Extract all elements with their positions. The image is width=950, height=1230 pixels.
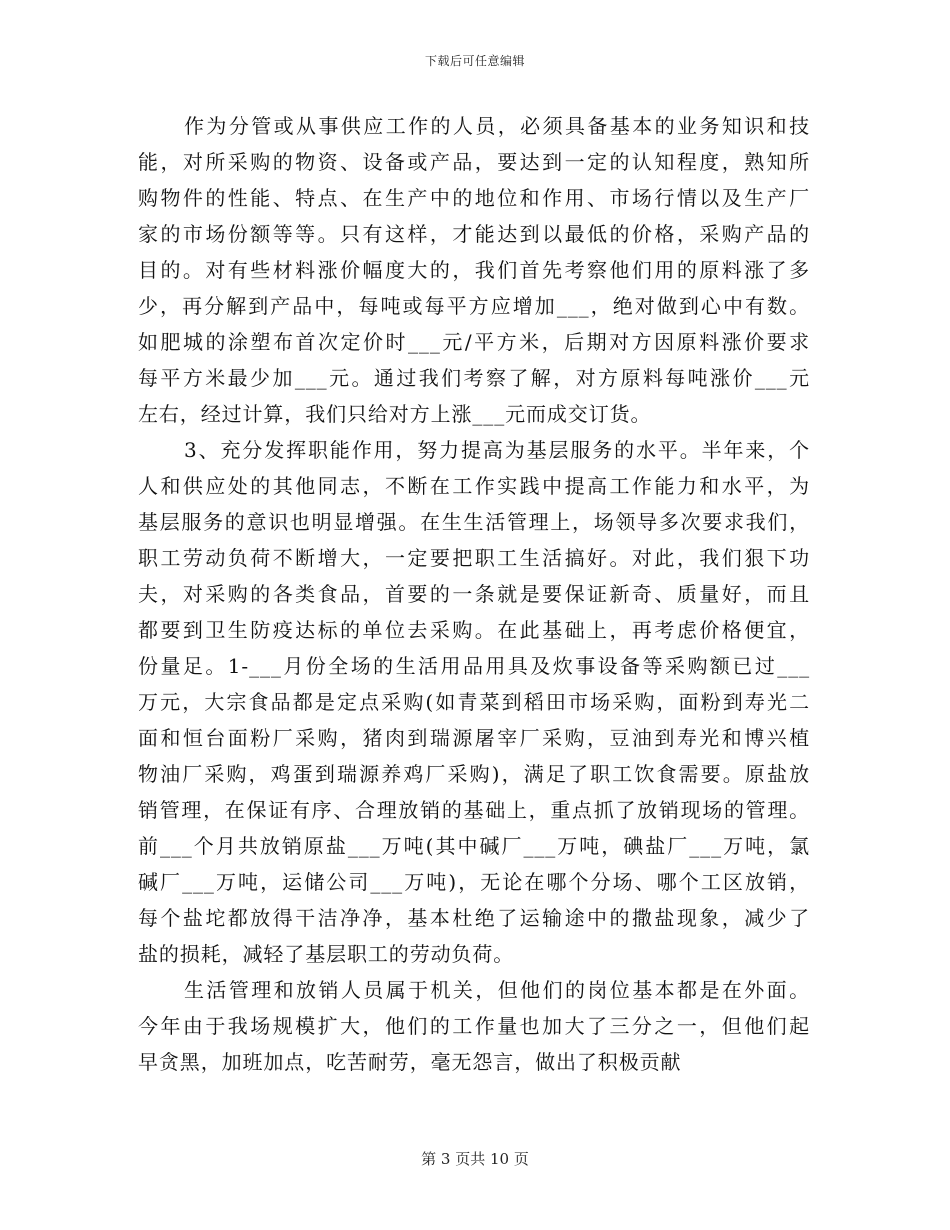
text-line: 碱厂___万吨，运储公司___万吨)，无论在哪个分场、哪个工区放销， [138,870,810,894]
text-line: 每平方米最少加___元。通过我们考察了解，对方原料每吨涨价___元 [138,366,810,390]
text-line: 目的。对有些材料涨价幅度大的，我们首先考察他们用的原料涨了多 [138,258,810,282]
document-body [138,108,810,1080]
text-line: 今年由于我场规模扩大，他们的工作量也加大了三分之一，但他们起 [138,1014,810,1038]
paragraph-3 [138,972,810,1080]
text-line: 少，再分解到产品中，每吨或每平方应增加___，绝对做到心中有数。 [138,294,810,318]
text-line: 每个盐坨都放得干洁净净，基本杜绝了运输途中的撒盐现象，减少了 [138,906,810,930]
text-line: 销管理，在保证有序、合理放销的基础上，重点抓了放销现场的管理。 [138,798,810,822]
page-number-footer: 第 3 页共 10 页 [421,1150,529,1168]
paragraph-1 [138,108,810,432]
text-line: 能，对所采购的物资、设备或产品，要达到一定的认知程度，熟知所 [138,150,810,174]
text-line: 左右，经过计算，我们只给对方上涨___元而成交订货。 [138,402,652,426]
text-line: 职工劳动负荷不断增大，一定要把职工生活搞好。对此，我们狠下功 [138,546,810,570]
text-line: 人和供应处的其他同志，不断在工作实践中提高工作能力和水平，为 [138,474,810,498]
text-line: 基层服务的意识也明显增强。在生生活管理上，场领导多次要求我们， [138,510,810,534]
text-line: 购物件的性能、特点、在生产中的地位和作用、市场行情以及生产厂 [138,186,810,210]
text-line: 作为分管或从事供应工作的人员，必须具备基本的业务知识和技 [184,114,810,138]
text-line: 3、充分发挥职能作用，努力提高为基层服务的水平。半年来，个 [184,438,810,462]
text-line: 都要到卫生防疫达标的单位去采购。在此基础上，再考虑价格便宜， [138,618,810,642]
text-line: 万元，大宗食品都是定点采购(如青菜到稻田市场采购，面粉到寿光二 [138,690,810,714]
text-line: 物油厂采购，鸡蛋到瑞源养鸡厂采购)，满足了职工饮食需要。原盐放 [138,762,810,786]
text-line: 前___个月共放销原盐___万吨(其中碱厂___万吨，碘盐厂___万吨，氯 [138,834,810,858]
text-line: 夫，对采购的各类食品，首要的一条就是要保证新奇、质量好，而且 [138,582,810,606]
text-line: 份量足。1-___月份全场的生活用品用具及炊事设备等采购额已过___ [138,654,810,678]
page-header-note: 下载后可任意编辑 [424,54,525,68]
text-line: 面和恒台面粉厂采购，猪肉到瑞源屠宰厂采购，豆油到寿光和博兴植 [138,726,810,750]
text-line: 如肥城的涂塑布首次定价时___元/平方米，后期对方因原料涨价要求 [138,330,810,354]
text-line: 盐的损耗，减轻了基层职工的劳动负荷。 [138,942,515,966]
text-line: 生活管理和放销人员属于机关，但他们的岗位基本都是在外面。 [184,978,810,1002]
paragraph-2 [138,432,810,972]
text-line: 家的市场份额等等。只有这样，才能达到以最低的价格，采购产品的 [138,222,810,246]
text-line: 早贪黑，加班加点，吃苦耐劳，毫无怨言，做出了积极贡献 [138,1050,682,1074]
